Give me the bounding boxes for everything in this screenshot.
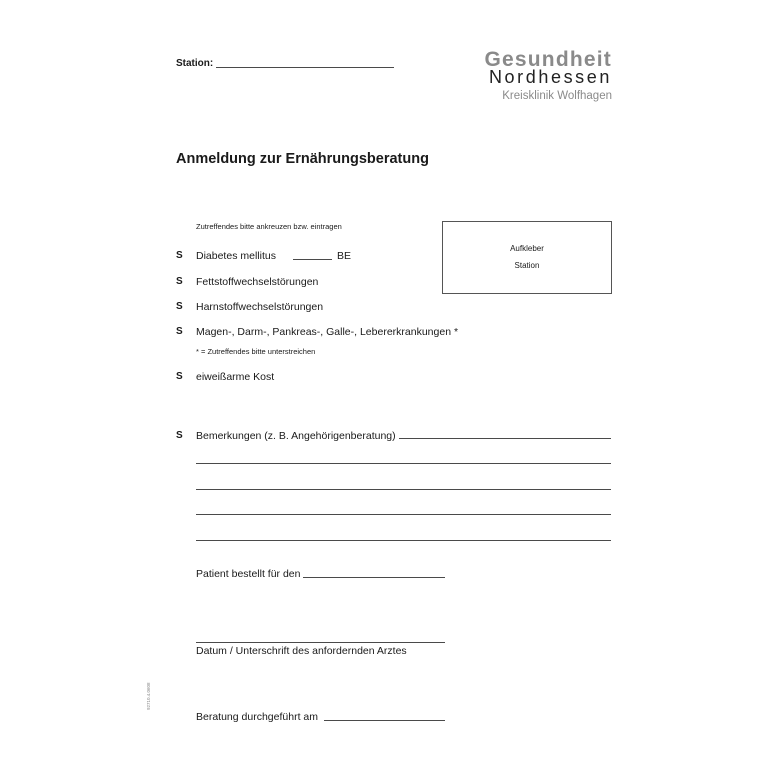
checkbox-eiweissarm[interactable]: S (176, 371, 183, 382)
item-eiweissarm-label: eiweißarme Kost (196, 371, 275, 383)
logo-line-1: Gesundheit (484, 48, 612, 71)
checkbox-harnstoffwechsel[interactable]: S (176, 301, 183, 312)
consult-date-line[interactable] (324, 720, 445, 721)
logo-line-2: Nordhessen (488, 67, 612, 87)
sticker-box (442, 221, 612, 294)
item-diabetes-label: Diabetes mellitus (196, 250, 276, 262)
checkbox-bemerkungen[interactable]: S (176, 430, 183, 441)
be-suffix: BE (337, 250, 352, 262)
remarks-line-5[interactable] (196, 540, 611, 541)
logo-line-3: Kreisklinik Wolfhagen (502, 90, 612, 102)
item-harnstoffwechsel-label: Harnstoffwechselstörungen (196, 301, 324, 313)
sticker-label-1: Aufkleber (510, 244, 544, 253)
sticker-label-2: Station (514, 261, 540, 270)
patient-date-label: Patient bestellt für den (196, 568, 301, 580)
form-title: Anmeldung zur Ernährungsberatung (176, 151, 429, 167)
remarks-line-1[interactable] (399, 438, 611, 439)
signature-label: Datum / Unterschrift des anfordernden Arztes (196, 645, 407, 657)
be-field-line[interactable] (293, 259, 332, 260)
consult-date-label: Beratung durchgeführt am (196, 711, 318, 723)
item-fettstoffwechsel-label: Fettstoffwechselstörungen (196, 276, 319, 288)
station-label: Station: (176, 58, 214, 69)
checkbox-magen-darm[interactable]: S (176, 326, 183, 337)
remarks-line-3[interactable] (196, 489, 611, 490)
station-field-line[interactable] (216, 67, 394, 68)
item-bemerkungen-label: Bemerkungen (z. B. Angehörigenberatung) (196, 430, 396, 442)
checkbox-diabetes[interactable]: S (176, 250, 183, 261)
patient-date-line[interactable] (303, 577, 445, 578)
remarks-line-2[interactable] (196, 463, 611, 464)
clinic-logo (470, 48, 612, 102)
remarks-line-4[interactable] (196, 514, 611, 515)
form-code: 92710.4.0608 (146, 682, 151, 710)
signature-line[interactable] (196, 642, 445, 643)
footnote-text: * = Zutreffendes bitte unterstreichen (196, 347, 316, 356)
checkbox-fettstoffwechsel[interactable]: S (176, 276, 183, 287)
instruction-text: Zutreffendes bitte ankreuzen bzw. eintragen (196, 222, 342, 231)
item-magen-darm-label: Magen-, Darm-, Pankreas-, Galle-, Lebererkrankungen * (196, 326, 459, 338)
